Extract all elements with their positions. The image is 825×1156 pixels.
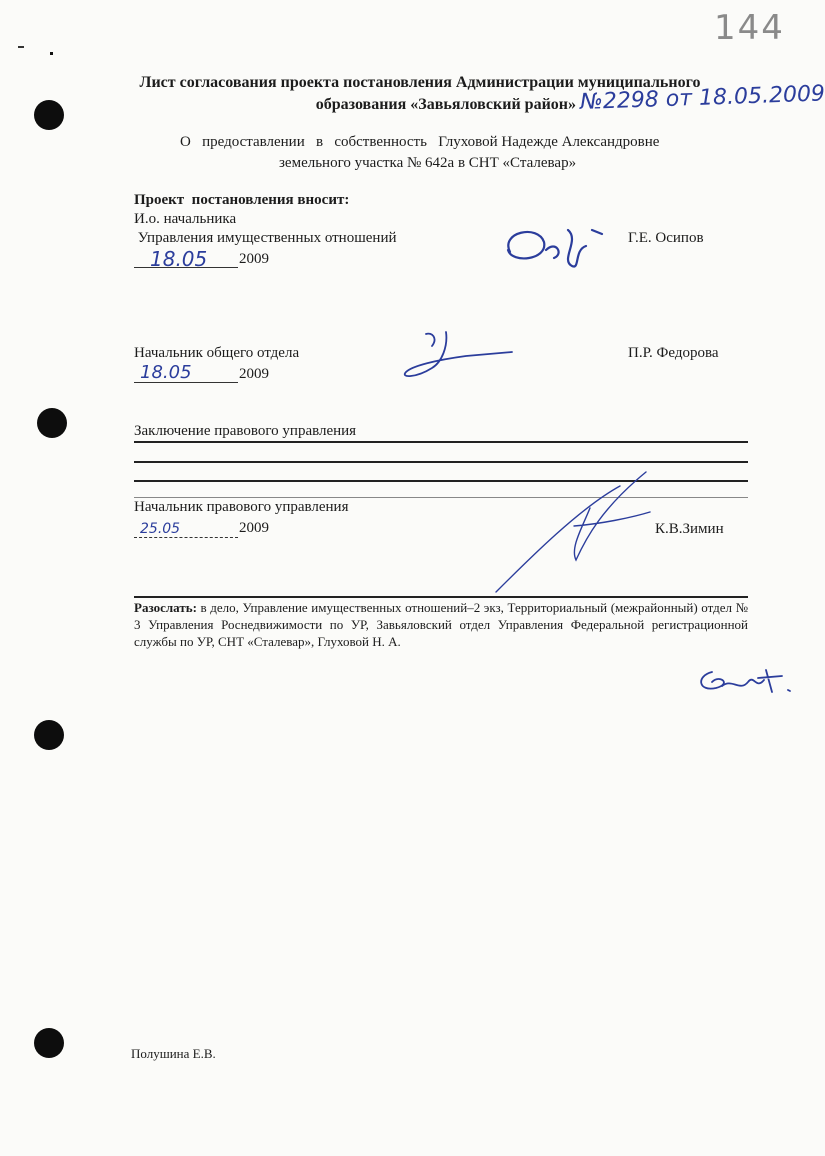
binder-hole-2 — [37, 408, 67, 438]
submitter-heading: Проект постановления вносит: — [134, 192, 350, 208]
general-dept-position: Начальник общего отдела — [134, 345, 300, 361]
signature-received — [692, 656, 796, 706]
scan-speck — [18, 46, 24, 48]
distribution-body: в дело, Управление имущественных отношений–2 экз, Территориальный (межрайонный) отдел № 3 Управления Роснедвижимости по УР, Завьяловский отдел Управления Федеральной регистрационной службы по УР, СНТ «Сталевар», Глуховой Н. А. — [134, 600, 748, 649]
subject-line2: земельного участка № 642а в СНТ «Сталевар» — [279, 155, 577, 171]
subject-line1: О предоставлении в собственность Глуховой Надежде Александровне — [180, 134, 660, 150]
distribution-top-line — [134, 596, 748, 598]
legal-head-year: 2009 — [239, 520, 269, 536]
binder-hole-3 — [34, 720, 64, 750]
signature-osipov — [498, 220, 618, 280]
legal-head-date-line — [134, 537, 238, 538]
signature-zimin — [490, 468, 670, 598]
document-title-line1: Лист согласования проекта постановления Администрации муниципального — [139, 74, 701, 91]
legal-head-date-handwritten: 25.05 — [140, 521, 181, 537]
legal-conclusion-label: Заключение правового управления — [134, 423, 357, 439]
distribution-label: Разослать: — [134, 600, 197, 615]
general-dept-name: П.Р. Федорова — [628, 345, 719, 361]
general-dept-date-handwritten: 18.05 — [140, 362, 192, 383]
legal-head-position: Начальник правового управления — [134, 499, 349, 515]
legal-conclusion-line-2 — [134, 461, 748, 463]
legal-conclusion-line-1 — [134, 441, 748, 443]
distribution-text — [134, 599, 748, 650]
binder-hole-4 — [34, 1028, 64, 1058]
executor-name: Полушина Е.В. — [131, 1046, 216, 1061]
submitter-position-line1: И.о. начальника — [134, 211, 237, 227]
submitter-name: Г.Е. Осипов — [628, 230, 704, 246]
document-title-line2: образования «Завьяловский район» — [315, 96, 576, 113]
submitter-position-line2: Управления имущественных отношений — [134, 230, 397, 246]
legal-head-name: К.В.Зимин — [655, 521, 724, 537]
general-dept-year: 2009 — [239, 366, 269, 382]
submitter-date-handwritten: 18.05 — [150, 247, 208, 271]
submitter-year: 2009 — [239, 251, 269, 267]
registration-note-handwritten: №2298 от 18.05.2009 — [579, 81, 825, 115]
page-number-handwritten: 144 — [714, 8, 785, 48]
scan-speck — [50, 52, 53, 55]
signature-fedorova — [396, 326, 516, 386]
